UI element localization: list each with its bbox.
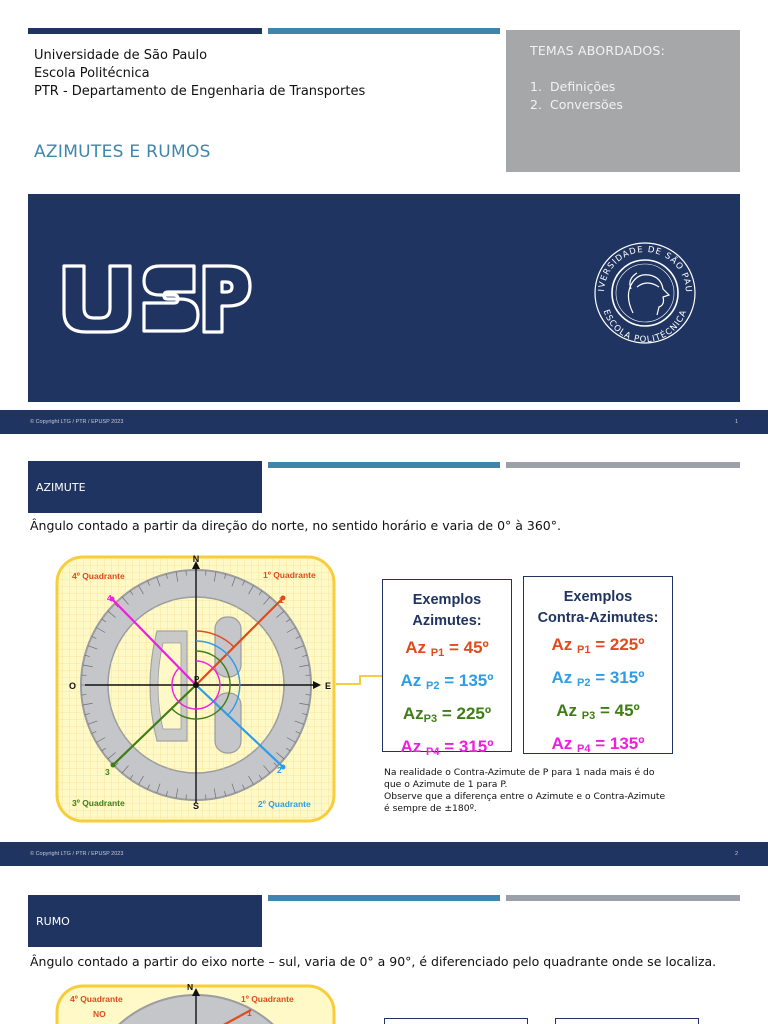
institution-line: PTR - Departamento de Engenharia de Transportes xyxy=(34,84,366,99)
svg-text:1º Quadrante: 1º Quadrante xyxy=(263,570,316,580)
svg-text:ESCOLA POLITÉCNICA: ESCOLA POLITÉCNICA xyxy=(600,308,690,346)
svg-text:1: 1 xyxy=(247,1008,252,1018)
connector-line xyxy=(336,670,382,690)
hero-graphics xyxy=(28,194,740,402)
svg-text:P: P xyxy=(194,675,200,684)
rumo-definition: Ângulo contado a partir do eixo norte – sul, varia de 0° a 90°, é diferenciado pelo quadrante onde se localiza. xyxy=(30,954,717,969)
azimuth-row-p4: Az $_{P4}$ = 315º xyxy=(400,737,494,758)
slide2-footer xyxy=(0,842,768,866)
topic-item: 2. Conversões xyxy=(530,97,623,112)
protractor-svg xyxy=(55,551,336,823)
presentation-title: AZIMUTES E RUMOS xyxy=(34,142,211,162)
svg-text:2: 2 xyxy=(277,765,282,775)
svg-text:4: 4 xyxy=(107,593,112,603)
svg-text:1º Quadrante: 1º Quadrante xyxy=(241,994,294,1004)
institution-line: Escola Politécnica xyxy=(34,66,150,81)
hero-banner xyxy=(28,194,740,402)
section-header-rumo: RUMO xyxy=(28,895,262,947)
contra-row-p1: Az $_{P1}$ = 225º xyxy=(551,635,645,656)
note-line: é sempre de ±180º. xyxy=(384,803,477,814)
rumo-protractor-diagram xyxy=(55,980,336,1024)
svg-text:3º Quadrante: 3º Quadrante xyxy=(72,798,125,808)
copyright-text: © Copyright LTG / PTR / EPUSP 2023 xyxy=(30,851,124,857)
svg-text:E: E xyxy=(325,681,332,691)
contra-row-p4: Az $_{P4}$ = 135º xyxy=(551,734,645,755)
topic-item: 1. Definições xyxy=(530,79,616,94)
contra-azimuth-note xyxy=(384,767,674,815)
contra-box-title-1: Exemplos xyxy=(563,589,633,605)
copyright-text: © Copyright LTG / PTR / EPUSP 2023 xyxy=(30,419,124,425)
svg-text:1: 1 xyxy=(279,595,284,605)
slide2-accent-bar-gray xyxy=(506,462,740,468)
svg-text:N: N xyxy=(192,554,200,564)
contra-row-p2: Az $_{P2}$ = 315º xyxy=(551,668,645,689)
slide1-footer xyxy=(0,410,768,434)
topics-panel xyxy=(506,30,740,172)
note-line: que o Azimute de 1 para P. xyxy=(384,779,508,790)
azimuth-box-title-2: Azimutes: xyxy=(412,613,482,629)
slide1-accent-bar-steel xyxy=(268,28,500,34)
svg-text:N: N xyxy=(187,982,194,992)
azimuth-protractor-diagram xyxy=(55,551,336,823)
section-header-azimute: AZIMUTE xyxy=(28,461,262,513)
slide3-accent-bar-steel xyxy=(268,895,500,901)
note-line: Observe que a diferença entre o Azimute e o Contra-Azimute xyxy=(384,791,666,802)
svg-text:O: O xyxy=(69,681,77,691)
note-line: Na realidade o Contra-Azimute de P para 1 nada mais é do xyxy=(384,767,655,778)
svg-text:UNIVERSIDADE DE SÃO PAULO: UNIVERSIDADE DE SÃO PAULO xyxy=(597,244,694,296)
svg-text:NO: NO xyxy=(93,1009,106,1019)
institution-line: Universidade de São Paulo xyxy=(34,48,208,63)
svg-text:S: S xyxy=(192,801,200,811)
contra-row-p3: Az $_{P3}$ = 45º xyxy=(556,701,640,722)
azimuth-row-p1: Az $_{P1}$ = 45º xyxy=(405,638,489,659)
contra-box-title-2: Contra-Azimutes: xyxy=(537,610,659,626)
epusp-seal xyxy=(595,243,695,345)
azimuth-examples-box xyxy=(382,579,512,758)
svg-text:2º Quadrante: 2º Quadrante xyxy=(258,799,311,809)
rumo-box-left-edge xyxy=(384,1018,528,1024)
usp-logo xyxy=(64,266,250,332)
contra-azimuth-examples-box xyxy=(523,576,673,754)
svg-text:4º Quadrante: 4º Quadrante xyxy=(72,571,125,581)
azimuth-row-p2: Az $_{P2}$ = 135º xyxy=(400,671,494,692)
slide2-accent-bar-steel xyxy=(268,462,500,468)
azimuth-row-p3: $Az_{P3}$ = 225º xyxy=(402,704,492,725)
svg-text:3: 3 xyxy=(105,767,110,777)
page-number: 2 xyxy=(734,851,738,857)
page-number: 1 xyxy=(734,419,738,425)
topics-heading: TEMAS ABORDADOS: xyxy=(530,43,665,58)
azimute-definition: Ângulo contado a partir da direção do norte, no sentido horário e varia de 0° à 360°. xyxy=(30,518,561,533)
slide3-accent-bar-gray xyxy=(506,895,740,901)
institution-block xyxy=(34,47,365,101)
rumo-box-right-edge xyxy=(555,1018,699,1024)
azimuth-box-title-1: Exemplos xyxy=(412,592,482,608)
slide1-accent-bar-navy xyxy=(28,28,262,34)
svg-text:4º Quadrante: 4º Quadrante xyxy=(70,994,123,1004)
